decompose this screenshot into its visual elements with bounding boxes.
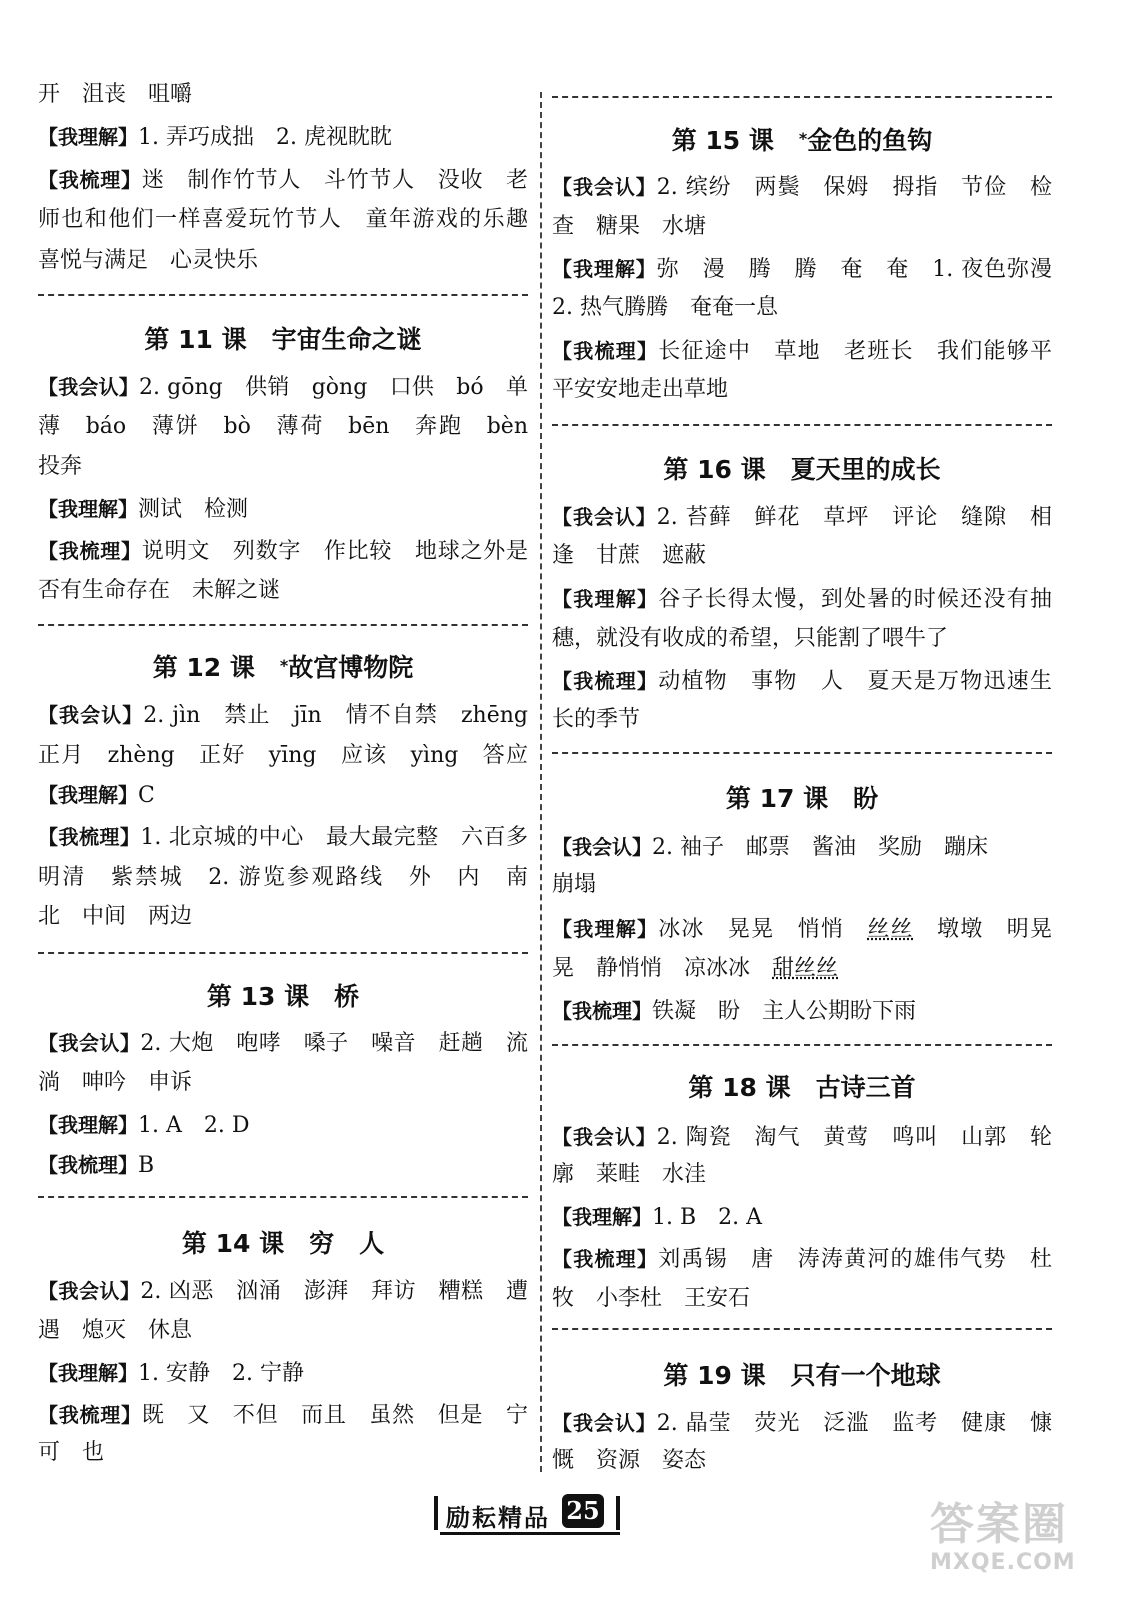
section-tag: 【我理解】 <box>38 125 138 149</box>
answer-text: 弥 漫 腾 腾 奄 奄 1. 夜色弥漫 <box>656 257 1052 282</box>
answer-line <box>38 780 528 811</box>
answer-text: 1. 安静 2. 宁静 <box>138 1361 304 1386</box>
answer-text-underlined: 甜丝丝 <box>772 956 839 981</box>
answer-line <box>38 372 528 403</box>
text-line: 喜悦与满足 心灵快乐 <box>38 248 259 273</box>
answer-text: 既 又 不但 而且 虽然 但是 宁 <box>141 1403 528 1428</box>
section-divider <box>552 1044 1052 1046</box>
lesson-title: 第 19 课 只有一个地球 <box>663 1361 941 1390</box>
answer-text: 2. jìn 禁止 jīn 情不自禁 zhēng <box>143 703 528 728</box>
section-divider <box>38 294 528 296</box>
section-tag: 【我梳理】 <box>38 539 142 563</box>
text-line: 北 中间 两边 <box>38 904 193 929</box>
answer-line <box>552 502 1052 533</box>
lesson-title: 第 11 课 宇宙生命之谜 <box>144 325 422 354</box>
lesson-name: 金色的鱼钩 <box>807 126 933 155</box>
answer-text: 谷子长得太慢，到处暑的时候还没有抽 <box>658 587 1052 612</box>
page-number: 25 <box>562 1494 604 1528</box>
answer-text: 墩墩 明晃 <box>913 917 1052 942</box>
answer-line <box>38 700 528 731</box>
answer-line <box>552 1122 1052 1153</box>
answer-line <box>552 996 1052 1027</box>
lesson-number: 第 12 课 <box>152 653 280 682</box>
section-tag: 【我梳理】 <box>38 1403 142 1427</box>
page-footer <box>430 1490 690 1536</box>
answer-line <box>552 914 1052 945</box>
answer-line <box>38 1028 528 1059</box>
answer-line <box>38 165 528 196</box>
section-divider <box>552 424 1052 426</box>
watermark-url: MXQE.COM <box>930 1550 1076 1575</box>
answer-text: 说明文 列数字 作比较 地球之外是 <box>141 539 528 564</box>
answer-line <box>552 584 1052 615</box>
section-tag: 【我会认】 <box>38 1031 141 1055</box>
lesson-name: 故宫博物院 <box>288 653 414 682</box>
section-tag: 【我理解】 <box>38 497 138 521</box>
footer-bar-left <box>434 1496 438 1530</box>
section-tag: 【我理解】 <box>552 1205 652 1229</box>
answer-line <box>552 336 1052 367</box>
answer-text-underlined: 丝丝 <box>867 917 914 942</box>
watermark <box>930 1500 1110 1595</box>
answer-line <box>38 1400 528 1431</box>
text-line: 投奔 <box>38 454 83 479</box>
answer-text: 1. 弄巧成拙 2. 虎视眈眈 <box>138 125 392 150</box>
answer-text: 测试 检测 <box>138 497 249 522</box>
text-line: 开 沮丧 咀嚼 <box>38 82 193 107</box>
answer-line <box>38 822 528 853</box>
text-line: 崩塌 <box>552 872 597 897</box>
answer-line <box>552 832 1052 863</box>
answer-text: 迷 制作竹节人 斗竹节人 没收 老 <box>141 168 528 193</box>
answer-line <box>552 1408 1052 1439</box>
text-line: 明清 紫禁城 2. 游览参观路线 外 内 南 <box>38 865 528 890</box>
section-tag: 【我梳理】 <box>552 669 659 693</box>
section-tag: 【我梳理】 <box>38 168 142 192</box>
lesson-title: 第 17 课 盼 <box>725 784 879 813</box>
lesson-title: 第 18 课 古诗三首 <box>688 1073 916 1102</box>
text-line: 查 糖果 水塘 <box>552 214 707 239</box>
answer-text: 1. B 2. A <box>652 1205 763 1230</box>
text-line: 师也和他们一样喜爱玩竹节人 童年游戏的乐趣 <box>38 207 528 232</box>
text-line <box>552 954 1052 984</box>
section-divider <box>552 96 1052 98</box>
answer-line <box>38 494 528 525</box>
section-tag: 【我会认】 <box>552 835 652 859</box>
text-line: 2. 热气腾腾 奄奄一息 <box>552 295 778 320</box>
section-tag: 【我会认】 <box>38 375 139 399</box>
answer-text: 2. 袖子 邮票 酱油 奖励 蹦床 <box>652 835 988 860</box>
section-tag: 【我会认】 <box>552 1411 657 1435</box>
answer-text: 2. 缤纷 两鬓 保姆 拇指 节俭 检 <box>656 175 1052 200</box>
star-mark: * <box>279 656 289 675</box>
lesson-number: 第 15 课 <box>671 126 799 155</box>
answer-text: 1. A 2. D <box>138 1113 250 1138</box>
answer-line <box>38 1110 528 1141</box>
footer-bar-right <box>616 1496 620 1530</box>
watermark-logo: 答案圈 <box>930 1499 1068 1550</box>
answer-line <box>38 122 528 153</box>
text-line: 平安安地走出草地 <box>552 377 729 402</box>
text-line: 慨 资源 姿态 <box>552 1448 707 1473</box>
section-tag: 【我理解】 <box>38 1361 138 1385</box>
answer-line <box>38 536 528 567</box>
section-tag: 【我会认】 <box>38 1279 141 1303</box>
answer-text: 2. 晶莹 荧光 泛滥 监考 健康 慷 <box>656 1411 1052 1436</box>
text-line: 否有生命存在 未解之谜 <box>38 578 281 603</box>
section-divider <box>38 624 528 626</box>
text-line: 可 也 <box>38 1440 105 1465</box>
text-line: 淌 呻吟 申诉 <box>38 1070 193 1095</box>
footer-underline <box>440 1532 620 1535</box>
section-tag: 【我梳理】 <box>552 339 659 363</box>
answer-line <box>552 1244 1052 1275</box>
section-tag: 【我会认】 <box>552 505 657 529</box>
section-tag: 【我理解】 <box>38 1113 138 1137</box>
star-mark: * <box>798 129 808 148</box>
section-divider <box>552 1328 1052 1330</box>
answer-text: 刘禹锡 唐 涛涛黄河的雄伟气势 杜 <box>658 1247 1052 1272</box>
lesson-title <box>38 652 528 684</box>
answer-line <box>38 1358 528 1389</box>
answer-text: C <box>138 783 155 808</box>
text-line: 廓 莱畦 水洼 <box>552 1162 707 1187</box>
text-line: 遇 熄灭 休息 <box>38 1318 193 1343</box>
lesson-title: 第 14 课 穷 人 <box>181 1229 385 1258</box>
text-line: 穗，就没有收成的希望，只能割了喂牛了 <box>552 626 949 651</box>
section-divider <box>552 752 1052 754</box>
section-tag: 【我会认】 <box>38 703 144 727</box>
answer-text: 冰冰 晃晃 悄悄 <box>658 917 868 942</box>
answer-text: 铁凝 盼 主人公期盼下雨 <box>652 999 917 1024</box>
section-tag: 【我理解】 <box>552 587 659 611</box>
text-line: 薄 báo 薄饼 bò 薄荷 bēn 奔跑 bèn <box>38 414 528 439</box>
answer-text: 动植物 事物 人 夏天是万物迅速生 <box>658 669 1052 694</box>
lesson-title: 第 13 课 桥 <box>206 982 360 1011</box>
section-tag: 【我梳理】 <box>38 1153 138 1177</box>
answer-line <box>552 1202 1052 1233</box>
answer-text: 2. 大炮 咆哮 嗓子 噪音 赶趟 流 <box>140 1031 528 1056</box>
text-line: 逢 甘蔗 遮蔽 <box>552 543 707 568</box>
answer-line <box>552 666 1052 697</box>
answer-text: 2. 苔藓 鲜花 草坪 评论 缝隙 相 <box>656 505 1052 530</box>
lesson-title <box>552 125 1052 157</box>
brand-logo: 励耘精品 <box>446 1504 550 1532</box>
section-tag: 【我会认】 <box>552 1125 657 1149</box>
text-line: 正月 zhèng 正好 yīng 应该 yìng 答应 <box>38 743 528 768</box>
section-tag: 【我理解】 <box>38 783 138 807</box>
section-tag: 【我会认】 <box>552 175 657 199</box>
answer-line <box>38 1276 528 1307</box>
lesson-title: 第 16 课 夏天里的成长 <box>663 455 941 484</box>
answer-text: 2. 凶恶 汹涌 澎湃 拜访 糟糕 遭 <box>140 1279 528 1304</box>
answer-text: 晃 静悄悄 凉冰冰 <box>552 956 773 981</box>
section-tag: 【我理解】 <box>552 917 659 941</box>
column-divider <box>540 92 542 1472</box>
answer-line <box>38 1150 528 1181</box>
answer-text: 2. gōng 供销 gòng 口供 bó 单 <box>138 375 528 400</box>
section-divider <box>38 952 528 954</box>
section-divider <box>38 1196 528 1198</box>
answer-line <box>552 254 1052 285</box>
section-tag: 【我梳理】 <box>552 1247 659 1271</box>
section-tag: 【我梳理】 <box>38 825 141 849</box>
text-line: 牧 小李杜 王安石 <box>552 1286 751 1311</box>
section-tag: 【我理解】 <box>552 257 657 281</box>
text-line: 长的季节 <box>552 707 641 732</box>
answer-line <box>552 172 1052 203</box>
answer-text: 长征途中 草地 老班长 我们能够平 <box>658 339 1052 364</box>
answer-text: 2. 陶瓷 淘气 黄莺 鸣叫 山郭 轮 <box>656 1125 1052 1150</box>
answer-text: B <box>138 1153 155 1178</box>
section-tag: 【我梳理】 <box>552 999 652 1023</box>
answer-text: 1. 北京城的中心 最大最完整 六百多 <box>140 825 528 850</box>
